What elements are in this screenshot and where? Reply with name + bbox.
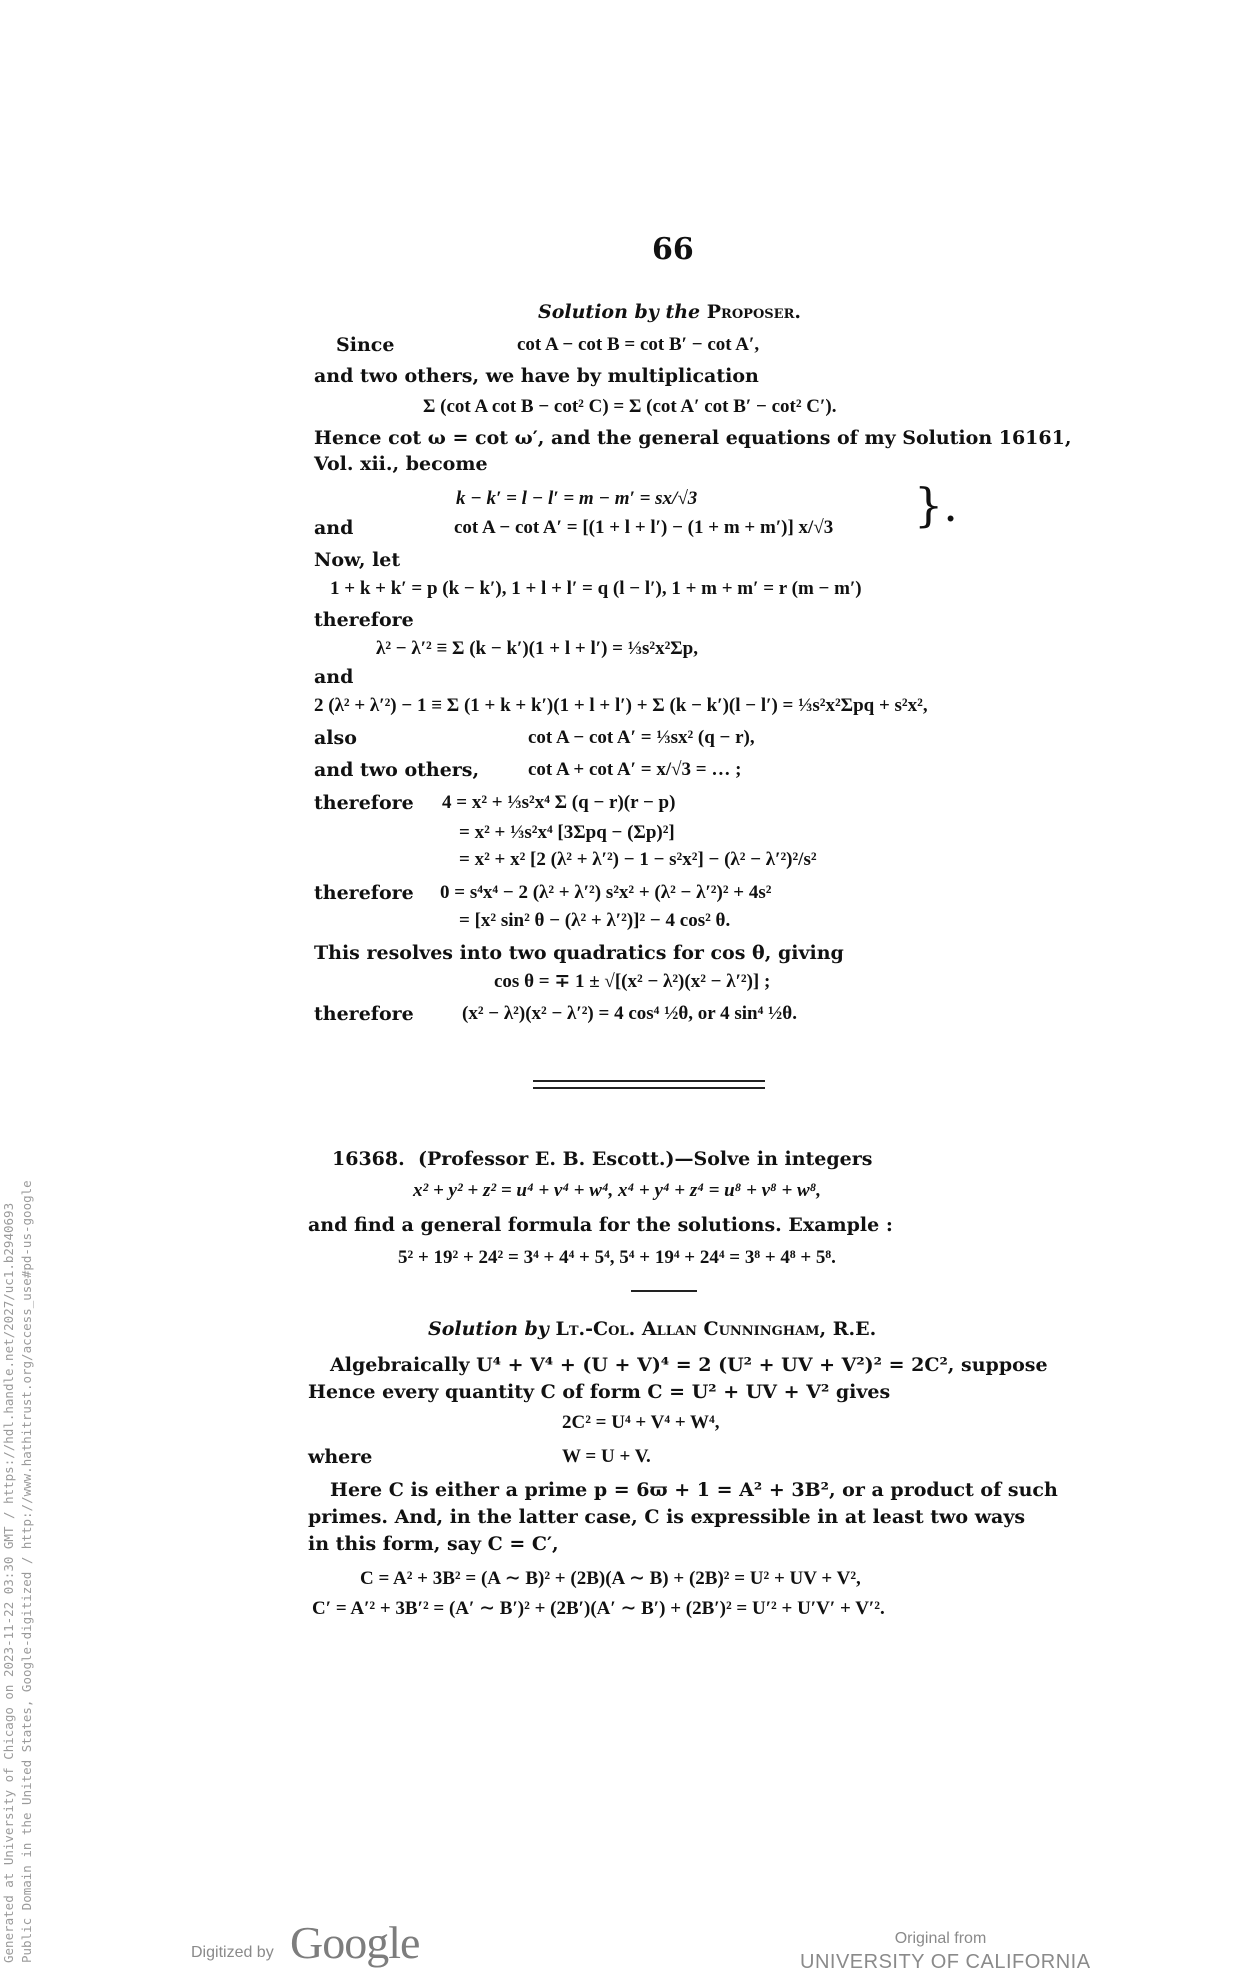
margin-line: Generated at University of Chicago on 2023-11-22 03:30 GMT / https://hdl.handle.net/2027/uc1.b2940693 — [1, 1202, 16, 1963]
equation-since: cot A − cot B = cot B′ − cot A′, — [517, 334, 760, 355]
therefore-label: therefore — [314, 1003, 414, 1025]
equation-four: 4 = x² + ⅓s²x⁴ Σ (q − r)(r − p) — [442, 792, 676, 813]
solution-heading-italic: Solution by the — [538, 301, 701, 323]
solution-heading — [538, 301, 801, 323]
also-label: also — [314, 727, 357, 749]
equation-sum: Σ (cot A cot B − cot² C) = Σ (cot A′ cot B′ − cot² C′). — [423, 396, 837, 417]
solution-heading — [428, 1318, 876, 1340]
university-name: UNIVERSITY OF CALIFORNIA — [800, 1951, 1091, 1973]
equation-four: = x² + x² [2 (λ² + λ′²) − 1 − s²x²] − (λ² − λ′²)²/s² — [459, 849, 817, 870]
text-line: Algebraically U⁴ + V⁴ + (U + V)⁴ = 2 (U² + UV + V²)² = 2C², suppose — [330, 1354, 1048, 1376]
text-line: Now, let — [314, 549, 401, 571]
text-line: primes. And, in the latter case, C is expressible in at least two ways — [308, 1506, 1026, 1528]
margin-watermark — [0, 1180, 36, 1981]
solution-heading-name: Proposer. — [706, 301, 801, 323]
equation-pqr: 1 + k + k′ = p (k − k′), 1 + l + l′ = q (l − l′), 1 + m + m′ = r (m − m′) — [330, 578, 862, 599]
equation-cos: cos θ = ∓ 1 ± √[(x² − λ²)(x² − λ′²)] ; — [494, 971, 771, 992]
equation-lambda: λ² − λ′² ≡ Σ (k − k′)(1 + l + l′) = ⅓s²x²Σp, — [376, 638, 698, 659]
and-label: and — [314, 666, 354, 688]
text-line: Here C is either a prime p = 6ϖ + 1 = A² + 3B², or a product of such — [330, 1479, 1058, 1501]
equation-k: k − k′ = l − l′ = m − m′ = sx/√3 — [456, 488, 698, 509]
margin-line: Public Domain in the United States, Google-digitized / http://www.hathitrust.org/access_use#pd-us-google — [19, 1180, 34, 1963]
page-number: 66 — [652, 232, 694, 267]
equation-w: W = U + V. — [562, 1446, 651, 1467]
equation-also: cot A − cot A′ = ⅓sx² (q − r), — [528, 727, 755, 748]
equation-2c: 2C² = U⁴ + V⁴ + W⁴, — [562, 1412, 720, 1433]
brace: }. — [914, 478, 958, 532]
separator-rule — [533, 1087, 765, 1089]
equation-cot-diff: cot A − cot A′ = [(1 + l + l′) − (1 + m + m′)] x/√3 — [454, 517, 834, 538]
equation-zero: 0 = s⁴x⁴ − 2 (λ² + λ′²) s²x² + (λ² − λ′²)² + 4s² — [440, 882, 772, 903]
therefore-label: therefore — [314, 609, 414, 631]
solution-heading-italic: Solution by — [428, 1318, 549, 1340]
equation-c: C = A² + 3B² = (A ∼ B)² + (2B)(A ∼ B) + (2B)² = U² + UV + V², — [360, 1568, 861, 1589]
problem-statement: (Professor E. B. Escott.)—Solve in integers — [418, 1148, 873, 1170]
text-line: Hence cot ω = cot ω′, and the general equations of my Solution 16161, — [314, 427, 1072, 449]
original-from: Original from — [894, 1930, 987, 1947]
equation-final: (x² − λ²)(x² − λ′²) = 4 cos⁴ ½θ, or 4 sin⁴ ½θ. — [462, 1003, 797, 1024]
text-line: Vol. xii., become — [314, 453, 488, 475]
equation-others: cot A + cot A′ = x/√3 = … ; — [528, 759, 742, 780]
equation-system: x² + y² + z² = u⁴ + v⁴ + w⁴, x⁴ + y⁴ + z⁴ = u⁸ + v⁸ + w⁸, — [413, 1180, 822, 1201]
short-rule — [631, 1290, 697, 1292]
and-label: and — [314, 517, 354, 539]
therefore-label: therefore — [314, 882, 414, 904]
google-logo: Google — [290, 1917, 420, 1968]
solution-heading-name: Lt.-Col. Allan Cunningham, R.E. — [555, 1318, 877, 1340]
separator-rule — [533, 1080, 765, 1082]
example-equation: 5² + 19² + 24² = 3⁴ + 4⁴ + 5⁴, 5⁴ + 19⁴ + 24⁴ = 3⁸ + 4⁸ + 5⁸. — [398, 1247, 836, 1268]
text-line: and find a general formula for the solutions. Example : — [308, 1214, 893, 1236]
therefore-label: therefore — [314, 792, 414, 814]
equation-zero: = [x² sin² θ − (λ² + λ′²)]² − 4 cos² θ. — [459, 910, 731, 931]
text-line: and two others, we have by multiplication — [314, 365, 759, 387]
where-label: where — [308, 1446, 373, 1468]
text-line: and two others, — [314, 759, 480, 781]
since-label: Since — [336, 334, 395, 356]
equation-c-prime: C′ = A′² + 3B′² = (A′ ∼ B′)² + (2B′)(A′ ∼ B′) + (2B′)² = U′² + U′V′ + V′². — [312, 1598, 885, 1619]
equation-lambda-two: 2 (λ² + λ′²) − 1 ≡ Σ (1 + k + k′)(1 + l + l′) + Σ (k − k′)(l − l′) = ⅓s²x²Σpq + s²x², — [314, 695, 928, 716]
digitized-by: Digitized by — [191, 1944, 274, 1961]
text-line: This resolves into two quadratics for cos θ, giving — [314, 942, 844, 964]
text-line: in this form, say C = C′, — [308, 1533, 559, 1555]
text-line: Hence every quantity C of form C = U² + UV + V² gives — [308, 1381, 891, 1403]
problem-number: 16368. — [332, 1148, 405, 1170]
equation-four: = x² + ⅓s²x⁴ [3Σpq − (Σp)²] — [459, 822, 675, 843]
